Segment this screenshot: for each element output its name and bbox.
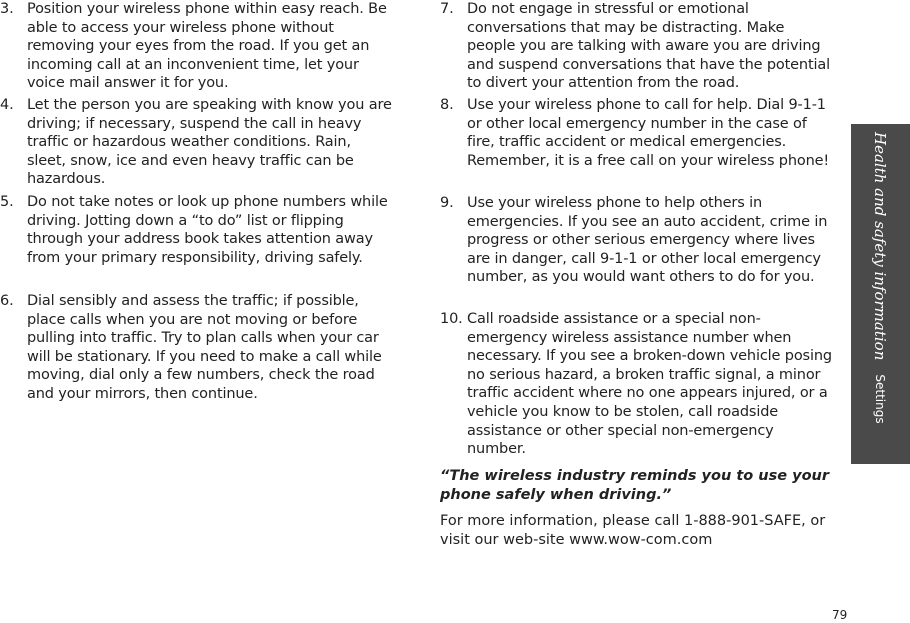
section-side-tab <box>851 124 910 464</box>
item-text: Call roadside assistance or a special non-emergency wireless assistance number when necessary. If you see a broken-down vehicle posing no serious hazard, a broken traffic signal, a minor traffic accident where no one appears injured, or a vehicle you know to be stolen, call roadside assistance or other special non-emergency number. <box>467 311 832 458</box>
item-number: 10. <box>440 311 463 327</box>
side-tab-title: Health and safety information <box>871 132 890 361</box>
more-info-text: For more information, please call 1-888-901-SAFE, or visit our web-site www.wow-com.com <box>440 513 826 548</box>
list-item <box>440 96 834 170</box>
list-item <box>440 194 834 287</box>
page-number: 79 <box>832 608 848 622</box>
list-item <box>0 0 392 93</box>
item-text: Do not engage in stressful or emotional conversations that may be distracting. Make people you are talking with aware you are driving and suspend conversations that have the potential to divert your attention from the road. <box>467 1 830 92</box>
item-text: Use your wireless phone to help others in emergencies. If you see an auto accident, crime in progress or other serious emergency where lives are in danger, call 9-1-1 or other local emergency number, as you would want others to do for you. <box>467 195 828 286</box>
list-item <box>0 292 392 404</box>
item-number: 8. <box>440 97 454 113</box>
item-text: Dial sensibly and assess the traffic; if possible, place calls when you are not moving or before pulling into traffic. Try to plan calls when your car will be stationary. If you need to make a call while moving, dial only a few numbers, check the road and your mirrors, then continue. <box>27 293 382 402</box>
item-number: 9. <box>440 195 454 211</box>
item-number: 5. <box>0 194 14 210</box>
item-number: 7. <box>440 1 454 17</box>
list-item <box>0 193 392 267</box>
item-number: 6. <box>0 293 14 309</box>
item-text: Do not take notes or look up phone numbers while driving. Jotting down a “to do” list or flipping through your address book takes attention away from your primary responsibility, driving safely. <box>27 194 388 266</box>
list-item <box>440 310 834 459</box>
side-tab-subtitle: Settings <box>873 374 888 424</box>
item-number: 4. <box>0 97 14 113</box>
item-text: Let the person you are speaking with know you are driving; if necessary, suspend the call in heavy traffic or hazardous weather conditions. Rain, sleet, snow, ice and even heavy traffic can be hazardous. <box>27 97 392 188</box>
list-item <box>440 0 834 93</box>
list-item <box>0 96 392 189</box>
item-text: Position your wireless phone within easy reach. Be able to access your wireless phone without removing your eyes from the road. If you get an incoming call at an inconvenient time, let your voice mail answer it for you. <box>27 1 387 92</box>
safety-quote: “The wireless industry reminds you to use your phone safely when driving.” <box>440 468 830 503</box>
item-number: 3. <box>0 1 14 17</box>
item-text: Use your wireless phone to call for help. Dial 9-1-1 or other local emergency number in the case of fire, traffic accident or medical emergencies. Remember, it is a free call on your wireless phone! <box>467 97 830 169</box>
